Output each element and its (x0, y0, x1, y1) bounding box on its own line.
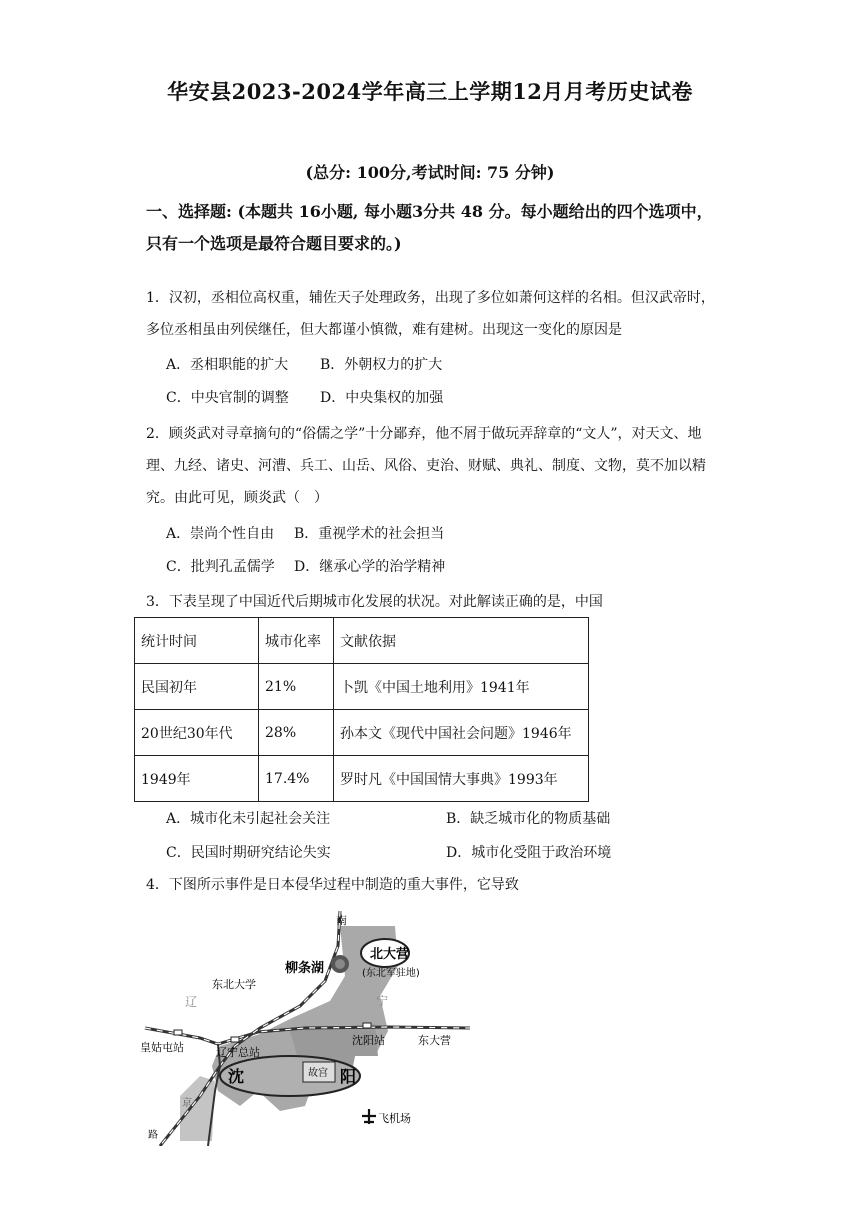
map-label-shenyang-station: 沈阳站 (352, 1034, 385, 1047)
map-label-dongdaying: 东大营 (418, 1034, 451, 1047)
map-label-ning: 宁 (376, 994, 389, 1008)
station-marker (363, 1023, 371, 1028)
map-label-dongbei-univ: 东北大学 (212, 978, 256, 991)
station-marker (174, 1030, 182, 1035)
table-row (135, 756, 589, 802)
map-label-liaoning-main: 辽宁总站 (216, 1046, 260, 1059)
q1-option-d: D．中央集权的加强 (320, 390, 444, 406)
q3-option-b: B．缺乏城市化的物质基础 (446, 811, 611, 827)
station-marker (231, 1037, 239, 1042)
map-label-liao: 辽 (185, 995, 198, 1009)
map-label-beidaying-note: (东北军驻地) (362, 968, 420, 979)
table-cell: 1949年 (135, 756, 259, 802)
q2-option-b: B．重视学术的社会担当 (294, 526, 445, 542)
map-label-airport: 飞机场 (378, 1112, 411, 1125)
map-label-liutiaohu: 柳条湖 (285, 961, 325, 976)
table-header-row (135, 618, 589, 664)
q1-option-a: A．丞相职能的扩大 (166, 357, 289, 373)
table-cell: 17.4% (259, 756, 334, 802)
table-header: 文献依据 (334, 618, 589, 664)
table-row (135, 710, 589, 756)
question-3-stem: 3．下表呈现了中国近代后期城市化发展的状况。对此解读正确的是，中国 (146, 594, 603, 610)
table-cell: 民国初年 (135, 664, 259, 710)
airplane-icon (362, 1109, 376, 1124)
q2-option-c: C．批判孔孟儒学 (166, 559, 275, 575)
q1-option-c: C．中央官制的调整 (166, 390, 289, 406)
section-heading: 一、选择题: (本题共 16小题, 每小题3分共 48 分。每小题给出的四个选项中，只有一个选项是最符合题目要求的。) (146, 202, 713, 253)
table-row (135, 664, 589, 710)
exam-meta: (总分: 100分,考试时间: 75 分钟) (305, 163, 555, 182)
question-2-stem: 2．顾炎武对寻章摘句的“俗儒之学”十分鄙弃，他不屑于做玩弄辞章的“文人”，对天文、地理、九经、诸史、河漕、兵工、山岳、风俗、吏治、财赋、典礼、制度、文物，莫不加以精究。由此可见，顾炎武（ ） (146, 426, 706, 506)
q1-option-b: B．外朝权力的扩大 (320, 357, 443, 373)
exam-title: 华安县2023-2024学年高三上学期12月月考历史试卷 (167, 79, 693, 104)
map-label-beidaying: 北大营 (370, 947, 410, 962)
map-label-lu: 路 (148, 1130, 158, 1141)
table-cell: 罗时凡《中国国情大事典》1993年 (334, 756, 589, 802)
q3-option-a: A．城市化未引起社会关注 (166, 811, 331, 827)
map-label-shen: 沈 (228, 1067, 245, 1086)
table-header: 城市化率 (259, 618, 334, 664)
mukden-map (140, 906, 470, 1146)
map-label-nan: 南 (336, 914, 347, 927)
q2-option-d: D．继承心学的治学精神 (294, 559, 446, 575)
map-label-palace: 故宫 (308, 1068, 328, 1079)
q3-option-d: D．城市化受阻于政治环境 (446, 845, 612, 861)
map-label-huanggutun: 皇姑屯站 (140, 1041, 184, 1054)
table-header: 统计时间 (135, 618, 259, 664)
table-cell: 20世纪30年代 (135, 710, 259, 756)
explosion-marker-inner (335, 959, 345, 969)
map-label-jing: 京 (182, 1098, 192, 1109)
table-cell: 孙本文《现代中国社会问题》1946年 (334, 710, 589, 756)
question-4-stem: 4．下图所示事件是日本侵华过程中制造的重大事件，它导致 (146, 877, 519, 893)
table-cell: 28% (259, 710, 334, 756)
table-cell: 21% (259, 664, 334, 710)
q3-option-c: C．民国时期研究结论失实 (166, 845, 331, 861)
map-label-yang: 阳 (340, 1067, 357, 1086)
question-1-stem: 1．汉初，丞相位高权重，辅佐天子处理政务，出现了多位如萧何这样的名相。但汉武帝时，多位丞相虽由列侯继任，但大都谨小慎微，难有建树。出现这一变化的原因是 (146, 290, 715, 338)
urbanization-table (134, 617, 589, 802)
table-cell: 卜凯《中国土地利用》1941年 (334, 664, 589, 710)
q2-option-a: A．崇尚个性自由 (166, 526, 275, 542)
